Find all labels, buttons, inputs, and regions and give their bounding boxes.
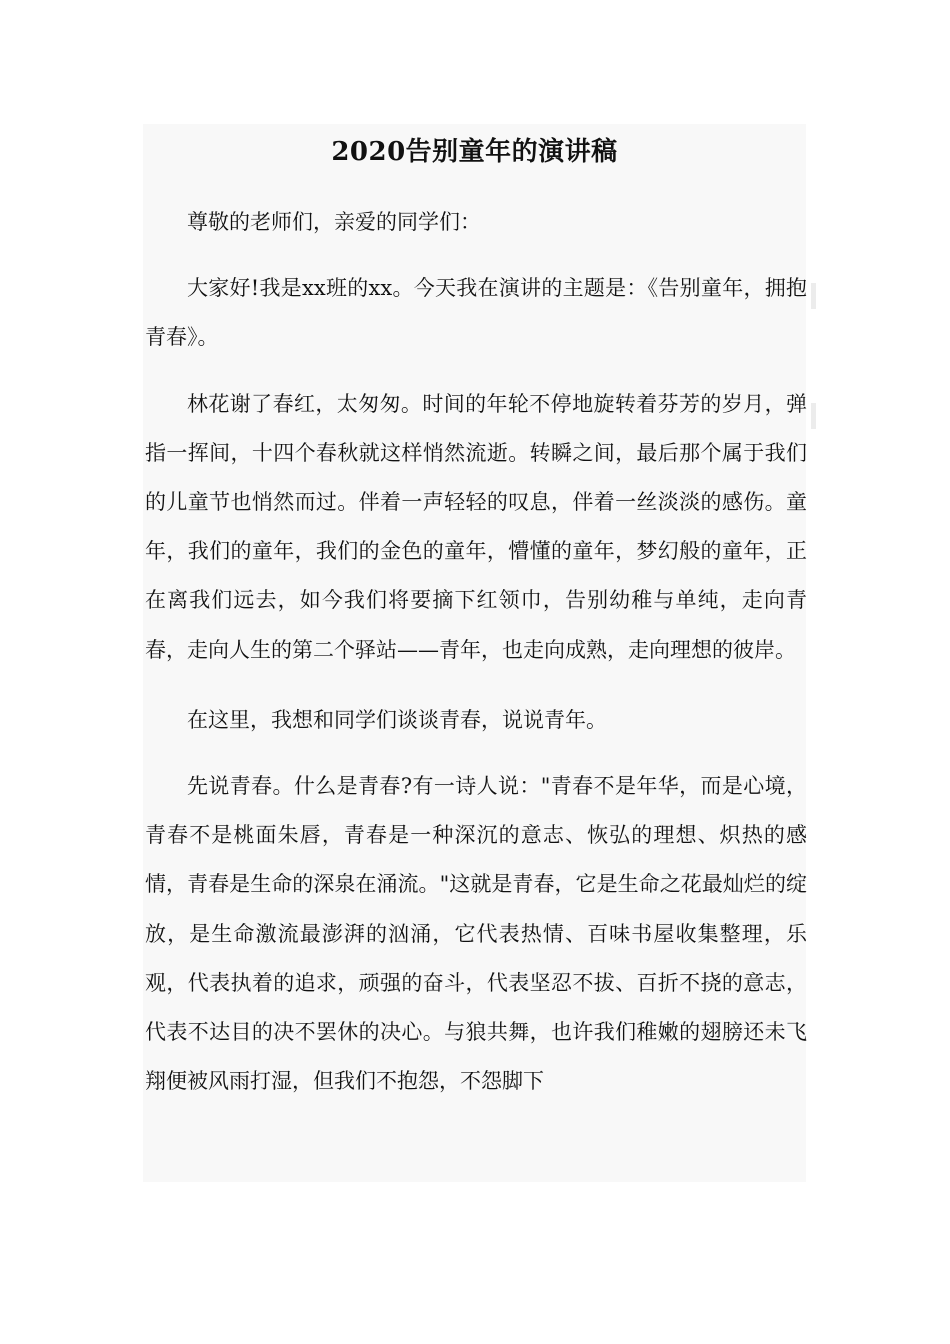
paragraph-topic: 在这里，我想和同学们谈谈青春，说说青年。 bbox=[187, 707, 607, 732]
page-edge-mark bbox=[811, 403, 816, 429]
document-body bbox=[145, 198, 807, 1123]
paragraph-greeting: 尊敬的老师们，亲爱的同学们： bbox=[187, 210, 481, 234]
page-edge-mark bbox=[811, 283, 816, 309]
paragraph-childhood: 林花谢了春红，太匆匆。时间的年轮不停地旋转着芬芳的岁月，弹指一挥间，十四个春秋就这样悄然流逝。转瞬之间，最后那个属于我们的儿童节也悄然而过。伴着一声轻轻的叹息，伴着一丝淡淡的感伤。童年，我们的童年，我们的金色的童年，懵懂的童年，梦幻般的童年，正在离我们远去，如今我们将要摘下红领巾，告别幼稚与单纯，走向青春，走向人生的第二个驿站——青年，也走向成熟，走向理想的彼岸。 bbox=[145, 391, 807, 662]
document-title: 2020告别童年的演讲稿 bbox=[331, 137, 618, 167]
paragraph-youth: 先说青春。什么是青春?有一诗人说："青春不是年华，而是心境，青春不是桃面朱唇，青春是一种深沉的意志、恢弘的理想、炽热的感情，青春是生命的深泉在涌流。"这就是青春，它是生命之花最灿烂的绽放，是生命激流最澎湃的汹涌，它代表热情、百味书屋收集整理，乐观，代表执着的追求，顽强的奋斗，代表坚忍不拔、百折不挠的意志，代表不达目的决不罢休的决心。与狼共舞，也许我们稚嫩的翅膀还未飞翔便被风雨打湿，但我们不抱怨，不怨脚下 bbox=[145, 774, 807, 1094]
paragraph-introduction: 大家好!我是xx班的xx。今天我在演讲的主题是：《告别童年，拥抱青春》。 bbox=[145, 276, 807, 350]
